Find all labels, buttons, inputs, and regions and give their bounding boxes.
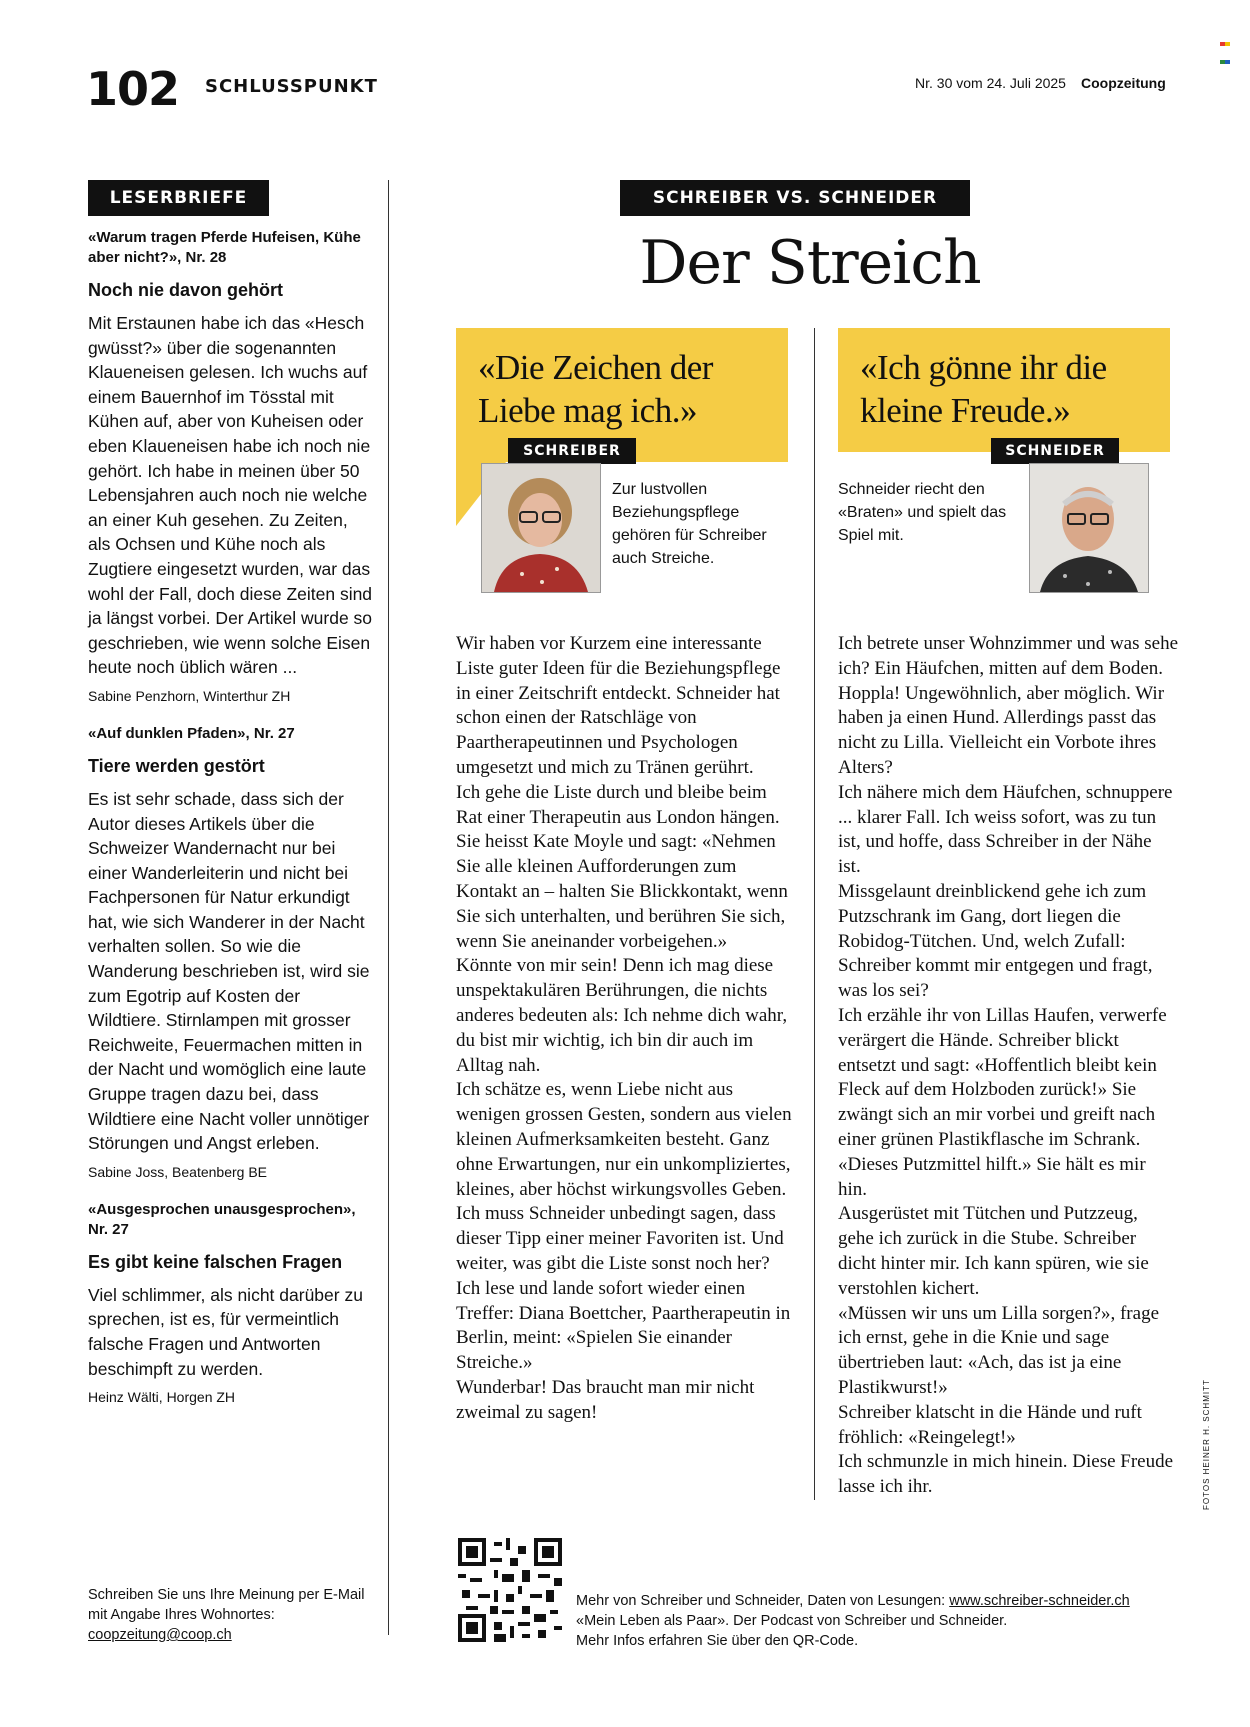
brand-name: Coopzeitung xyxy=(1081,75,1166,91)
footer-line xyxy=(576,1591,1176,1611)
website-link[interactable]: www.schreiber-schneider.ch xyxy=(949,1593,1130,1609)
footer-line-text: Mehr von Schreiber und Schneider, Daten von Lesungen: xyxy=(576,1593,946,1609)
letter-signature: Sabine Joss, Beatenberg BE xyxy=(88,1163,268,1180)
paragraph: Ich nähere mich dem Häufchen, schnuppere ... klarer Fall. Ich weiss sofort, was zu tun ist, und hoffe, dass Schreiber in der Nähe ist. xyxy=(838,781,1173,878)
schreiber-text xyxy=(456,632,796,1426)
schneider-tag: SCHNEIDER xyxy=(991,438,1119,464)
letter-item xyxy=(88,1200,373,1405)
color-mark-icon xyxy=(1220,33,1230,41)
schneider-caption: Schneider riecht den «Braten» und spielt das Spiel mit. xyxy=(838,481,1007,544)
page-number: 102 xyxy=(86,62,180,116)
qr-code-icon[interactable] xyxy=(458,1538,562,1642)
paragraph: «Müssen wir uns um Lilla sorgen?», frage ich ernst, gehe in die Knie und sage übertrieben laut: «Ach, das ist ja eine Plastikwurst!» xyxy=(838,1302,1160,1398)
letters-footer xyxy=(88,1585,378,1645)
letter-body: Mit Erstaunen habe ich das «Hesch gwüsst?» über die sogenannten Klaueneisen gelesen. Ich wuchs auf einem Bauernhof im Tösstal mit Kühen auf, aber von Kuheisen oder eben Klaueneisen habe ich noch nie gehört. Ich habe in meinen über 50 Lebensjahren auch noch nie welche an einer Kuh gesehen. Zu Zeiten, als Ochsen und Kühe noch als Zugtiere eingesetzt wurden, war das wohl der Fall, doch diese Zeiten sind ja längst vorbei. Der Artikel wurde so geschrieben, wie wenn solche Eisen heute noch üblich wären ... xyxy=(88,313,373,678)
schneider-text xyxy=(838,632,1178,1500)
letter-headline: Es gibt keine falschen Fragen xyxy=(88,1251,343,1272)
letter-signature: Heinz Wälti, Horgen ZH xyxy=(88,1389,236,1406)
schreiber-tag: SCHREIBER xyxy=(508,438,636,464)
letter-item xyxy=(88,228,373,704)
photo-credit: FOTOS HEINER H. SCHMITT xyxy=(1202,1379,1211,1510)
letter-body: Viel schlimmer, als nicht darüber zu sprechen, ist es, für vermeintlich falsche Fragen und Antworten beschimpft zu werden. xyxy=(88,1284,363,1379)
column-divider xyxy=(814,328,815,1500)
letter-signature: Sabine Penzhorn, Winterthur ZH xyxy=(88,687,291,704)
schreiber-caption: Zur lustvollen Beziehungspflege gehören für Schreiber auch Streiche. xyxy=(612,481,767,567)
letter-body: Es ist sehr schade, dass sich der Autor dieses Artikels über die Schweizer Wandernacht nur bei einer Wanderleiterin und nicht bei Fachpersonen für Natur erkundigt hat, wie sich Wanderer in der Nacht verhalten sollen. So wie die Wanderung beschrieben ist, wird sie zum Egotrip auf Kosten der Wildtiere. Stirnlampen mit grosser Reichweite, Feuermachen mitten in der Nacht und womöglich eine laute Gruppe tragen dazu bei, dass Wildtiere eine Nacht voller unnötiger Störungen und Angst erleben. xyxy=(88,788,370,1154)
paragraph: Wir haben vor Kurzem eine interessante Liste guter Ideen für die Beziehungspflege in einer Zeitschrift entdeckt. Schneider hat schon einen der Ratschläge von Paartherapeutinnen und Psychologen umgesetzt und mich zu Tränen gerührt. xyxy=(456,633,781,778)
letter-reference: «Ausgesprochen unausgesprochen», Nr. 27 xyxy=(88,1200,356,1238)
paragraph: Ich erzähle ihr von Lillas Haufen, verwerfe verärgert die Hände. Schreiber blickt entsetzt und sagt: «Hoffentlich bleibt kein Fleck auf dem Holzboden zurück!» Sie zwängt sich an mir vorbei und greift nach einer grünen Plastikflasche im Schrank. «Dieses Putzmittel hilft.» Sie hält es mir hin. xyxy=(838,1004,1167,1200)
column-divider xyxy=(388,180,389,1635)
paragraph: Ich betrete unser Wohnzimmer und was sehe ich? Ein Häufchen, mitten auf dem Boden. Hoppla! Ungewöhnlich, aber möglich. Wir haben ja einen Hund. Allerdings passt das nicht zu Lilla. Vielleicht ein Vorbote ihres Alters? xyxy=(838,633,1179,778)
schreiber-quote: «Die Zeichen der Liebe mag ich.» xyxy=(478,348,713,430)
letter-reference: «Auf dunklen Pfaden», Nr. 27 xyxy=(88,724,295,742)
letters-email-link[interactable]: coopzeitung@coop.ch xyxy=(88,1627,232,1643)
paragraph: Ich schätze es, wenn Liebe nicht aus wenigen grossen Gesten, sondern aus vielen kleinen Aufmerksamkeiten besteht. Ganz ohne Erwartungen, nur ein unkompliziertes, kleines, aber höchst wirkungsvolles Geben. Ich muss Schneider unbedingt sagen, dass dieser Tipp einer meiner Favoriten ist. Und weiter, was gibt die Liste sonst noch her? xyxy=(456,1079,792,1274)
letter-item xyxy=(88,724,373,1180)
column-headline: Der Streich xyxy=(639,228,981,298)
paragraph: Könnte von mir sein! Denn ich mag diese unspektakulären Berührungen, die nichts anderes bedeuten als: Ich nehme dich wahr, du bist mir wichtig, ich bin dir auch im Alltag nah. xyxy=(456,955,788,1076)
letter-headline: Noch nie davon gehört xyxy=(88,280,284,300)
paragraph: Schreiber klatscht in die Hände und ruft fröhlich: «Reingelegt!» xyxy=(838,1401,1142,1448)
schreiber-portrait xyxy=(481,463,601,593)
letter-reference: «Warum tragen Pferde Hufeisen, Kühe aber nicht?», Nr. 28 xyxy=(88,229,361,266)
section-title: SCHLUSSPUNKT xyxy=(205,76,378,97)
paragraph: Missgelaunt dreinblickend gehe ich zum Putzschrank im Gang, dort liegen die Robidog-Tütchen. Und, welch Zufall: Schreiber kommt mir entgegen und fragt, was los sei? xyxy=(838,880,1153,1002)
paragraph: Ich gehe die Liste durch und bleibe beim Rat einer Therapeutin aus London hängen. Sie heisst Kate Moyle und sagt: «Nehmen Sie alle kleinen Aufforderungen zum Kontakt an – halten Sie Blickkontakt, wenn Sie sich unterhalten, und berühren Sie sich, wenn Sie aneinander vorbeigehen.» xyxy=(456,781,788,952)
letters-tag: LESERBRIEFE xyxy=(88,180,269,216)
column-footer xyxy=(576,1591,1176,1651)
letters-column xyxy=(88,224,373,1425)
paragraph: Ich lese und lande sofort wieder einen Treffer: Diana Boettcher, Paartherapeutin in Berlin, meint: «Spielen Sie einander Streiche.» xyxy=(456,1277,791,1374)
column-tag: SCHREIBER VS. SCHNEIDER xyxy=(620,180,970,216)
letter-headline: Tiere werden gestört xyxy=(88,755,265,776)
schneider-quote-box xyxy=(838,328,1170,452)
paragraph: Ich schmunzle in mich hinein. Diese Freude lasse ich ihr. xyxy=(838,1451,1174,1498)
footer-line: «Mein Leben als Paar». Der Podcast von Schreiber und Schneider. xyxy=(576,1613,1008,1629)
paragraph: Wunderbar! Das braucht man mir nicht zweimal zu sagen! xyxy=(456,1376,755,1423)
footer-line: Mehr Infos erfahren Sie über den QR-Code. xyxy=(576,1633,859,1649)
letters-footer-text: Schreiben Sie uns Ihre Meinung per E-Mail mit Angabe Ihres Wohnortes: xyxy=(88,1587,365,1623)
paragraph: Ausgerüstet mit Tütchen und Putzzeug, gehe ich zurück in die Stube. Schreiber dicht hinter mir. Ich kann spüren, wie sie verstohlen kichert. xyxy=(838,1203,1149,1299)
schneider-quote: «Ich gönne ihr die kleine Freude.» xyxy=(860,348,1107,430)
schneider-portrait xyxy=(1029,463,1149,593)
issue-info: Nr. 30 vom 24. Juli 2025 xyxy=(915,75,1066,91)
